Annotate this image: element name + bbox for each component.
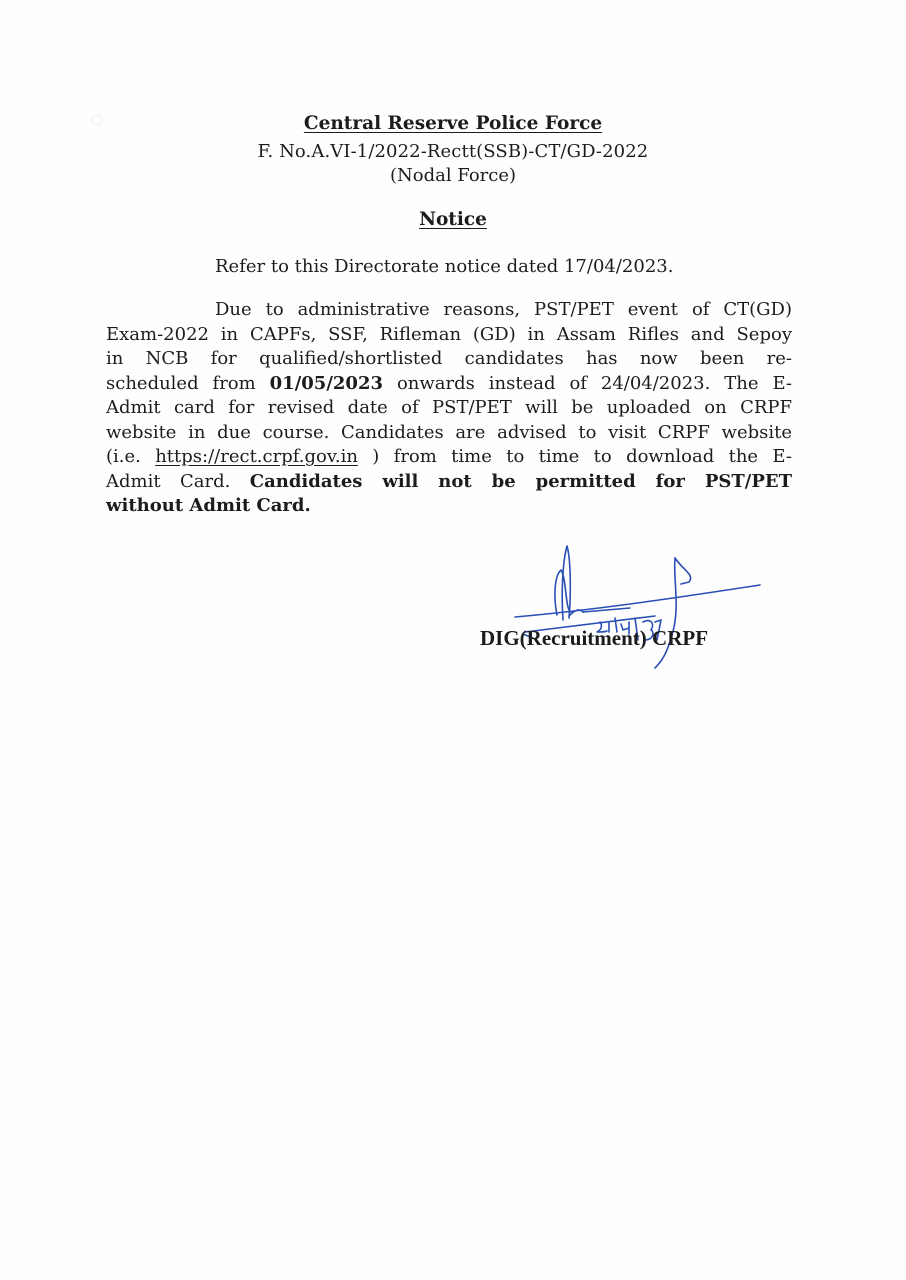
- body-text: ) from time to time to download the E-: [372, 446, 792, 467]
- nodal-force-label: (Nodal Force): [389, 165, 517, 186]
- body-text: scheduled from: [106, 372, 256, 394]
- body-line: [106, 298, 792, 323]
- reference-line: Refer to this Directorate notice dated 17/04/2023.: [215, 256, 674, 277]
- website-link[interactable]: https://rect.crpf.gov.in: [155, 446, 358, 467]
- body-text: Due to administrative reasons, PST/PET event of CT(GD): [215, 299, 792, 320]
- notice-body: [106, 298, 792, 519]
- signatory-designation: DIG(Recruitment) CRPF: [480, 626, 709, 650]
- warning-text-end: without Admit Card.: [106, 495, 311, 516]
- new-date: 01/05/2023: [269, 372, 383, 394]
- body-line: [106, 470, 792, 495]
- body-line: [106, 372, 792, 397]
- body-line: in NCB for qualified/shortlisted candidates has now been re-: [106, 348, 792, 369]
- body-line: website in due course. Candidates are advised to visit CRPF website: [106, 421, 792, 443]
- notice-title: Notice: [419, 209, 487, 230]
- warning-text: Candidates will not be permitted for PST/PET: [249, 470, 792, 492]
- body-text: Admit Card.: [106, 470, 231, 492]
- body-line: Exam-2022 in CAPFs, SSF, Rifleman (GD) in Assam Rifles and Sepoy: [106, 323, 792, 345]
- organization-heading: Central Reserve Police Force: [303, 113, 603, 134]
- body-text: (i.e.: [106, 446, 141, 467]
- body-text: onwards instead of 24/04/2023. The E-: [396, 372, 792, 394]
- body-line: Admit card for revised date of PST/PET will be uploaded on CRPF: [106, 397, 792, 418]
- body-line: [106, 445, 792, 470]
- file-number: F. No.A.VI-1/2022-Rectt(SSB)-CT/GD-2022: [257, 141, 649, 162]
